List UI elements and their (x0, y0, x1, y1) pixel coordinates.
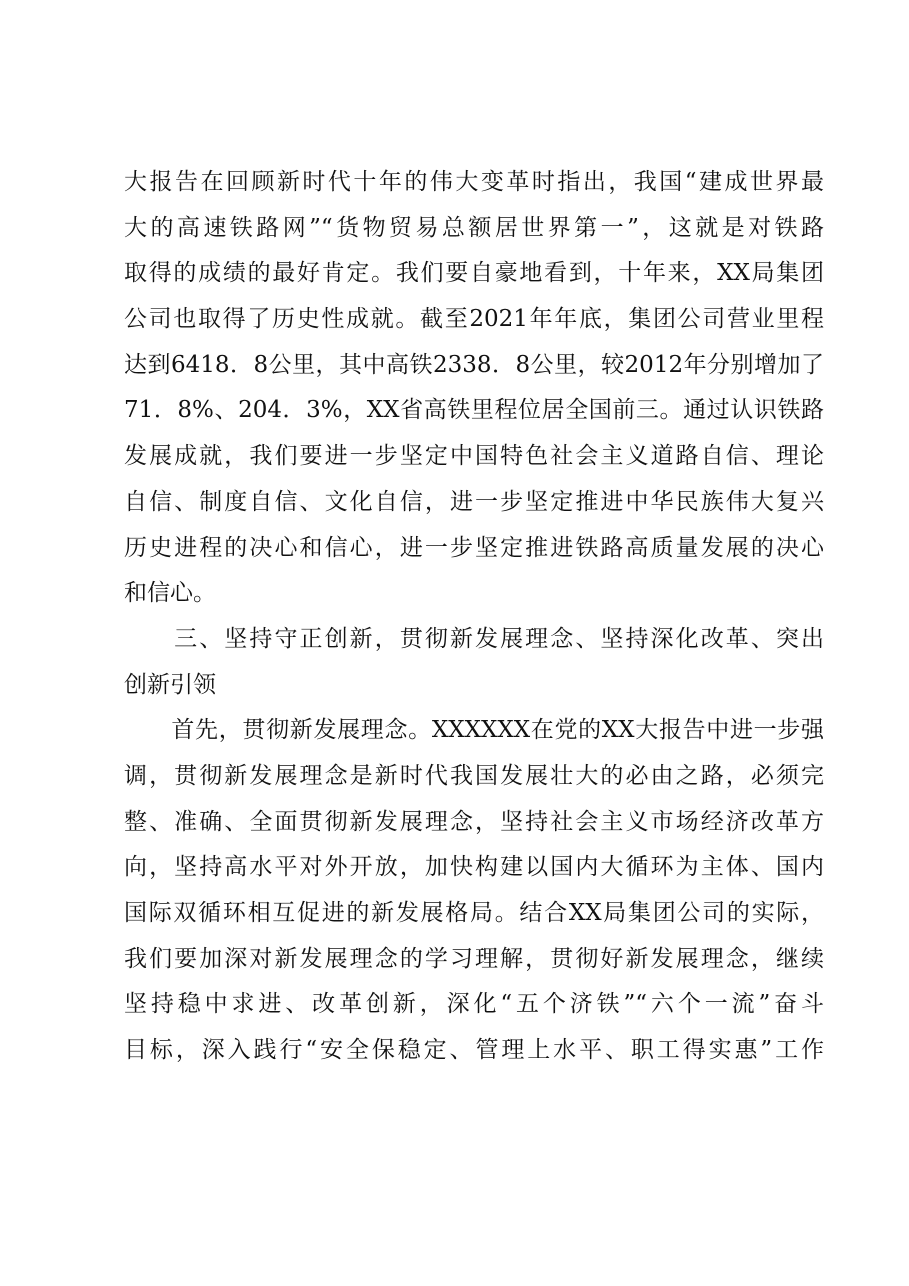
text-line: 大的高速铁路网”“货物贸易总额居世界第一”，这就是对铁路 (124, 214, 824, 241)
text-line: 和信心。 (124, 580, 216, 607)
paragraph-new-development-concept (124, 708, 824, 1074)
text-line: 取得的成绩的最好肯定。我们要自豪地看到，十年来，XX局集团 (124, 260, 824, 287)
text-line: 国际双循环相互促进的新发展格局。结合XX局集团公司的实际， (124, 900, 824, 926)
paragraph-railway-achievements (124, 160, 824, 617)
text-line: 自信、制度自信、文化自信，进一步坚定推进中华民族伟大复兴 (124, 488, 824, 515)
body-text (124, 160, 824, 1074)
text-line: 目标，深入践行“安全保稳定、管理上水平、职工得实惠”工作 (124, 1037, 824, 1064)
text-line: 公司也取得了历史性成就。截至2021年年底，集团公司营业里程 (124, 306, 824, 333)
text-line: 大报告在回顾新时代十年的伟大变革时指出，我国“建成世界最 (124, 169, 824, 195)
text-line: 坚持稳中求进、改革创新，深化“五个济铁”“六个一流”奋斗 (124, 991, 824, 1018)
text-line: 首先，贯彻新发展理念。XXXXXX在党的XX大报告中进一步强 (124, 717, 824, 744)
text-line: 整、准确、全面贯彻新发展理念，坚持社会主义市场经济改革方 (124, 808, 824, 835)
text-line: 向，坚持高水平对外开放，加快构建以国内大循环为主体、国内 (124, 854, 824, 881)
text-line: 历史进程的决心和信心，进一步坚定推进铁路高质量发展的决心 (124, 534, 824, 561)
text-line: 我们要加深对新发展理念的学习理解，贯彻好新发展理念，继续 (124, 945, 824, 972)
section-heading-3 (124, 617, 824, 708)
text-line: 发展成就，我们要进一步坚定中国特色社会主义道路自信、理论 (124, 443, 824, 470)
text-line: 达到6418．8公里，其中高铁2338．8公里，较2012年分别增加了 (124, 351, 824, 378)
text-line: 71．8%、204．3%，XX省高铁里程位居全国前三。通过认识铁路 (124, 397, 824, 424)
heading-line: 三、坚持守正创新，贯彻新发展理念、坚持深化改革、突出 (124, 625, 824, 652)
heading-line: 创新引领 (124, 671, 216, 698)
text-line: 调，贯彻新发展理念是新时代我国发展壮大的必由之路，必须完 (124, 762, 824, 789)
